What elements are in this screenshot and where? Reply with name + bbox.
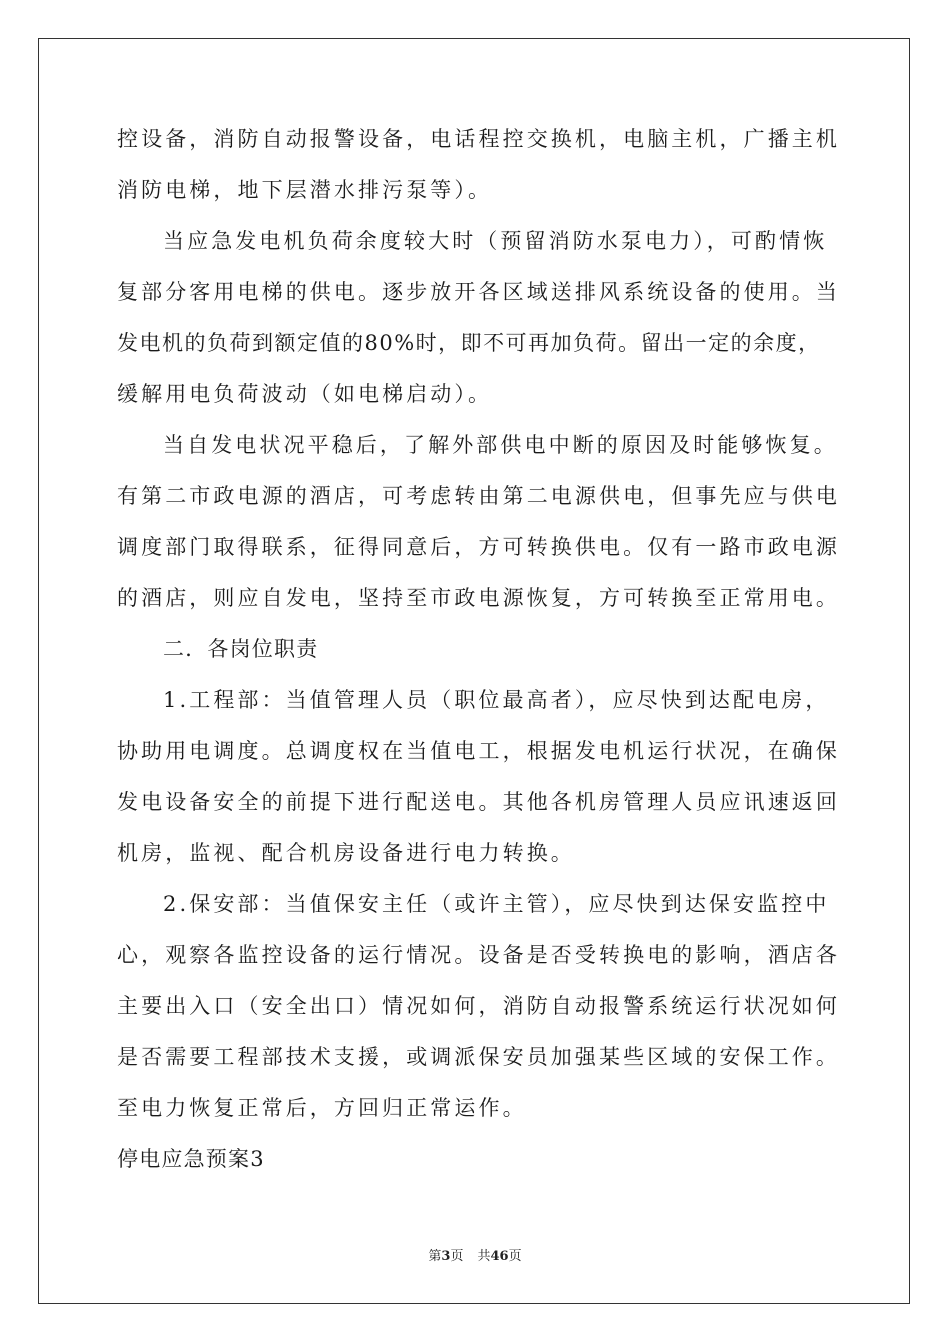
- paragraph-line: 2.保安部：当值保安主任（或许主管），应尽快到达保安监控中: [163, 892, 830, 916]
- paragraph-line: 是否需要工程部技术支援，或调派保安员加强某些区域的安保工作。: [117, 1045, 840, 1069]
- paragraph-line: 1.工程部：当值管理人员（职位最高者），应尽快到达配电房，: [163, 688, 830, 712]
- paragraph-line: 有第二市政电源的酒店，可考虑转由第二电源供电，但事先应与供电: [117, 484, 840, 508]
- paragraph-line: 主要出入口（安全出口）情况如何，消防自动报警系统运行状况如何: [117, 994, 840, 1018]
- total-prefix: 共: [477, 1249, 491, 1264]
- paragraph-line: 当自发电状况平稳后，了解外部供电中断的原因及时能够恢复。: [163, 433, 838, 457]
- section-heading: 二．各岗位职责: [163, 637, 319, 661]
- page-footer: [0, 1249, 950, 1265]
- paragraph-line: 心，观察各监控设备的运行情况。设备是否受转换电的影响，酒店各: [117, 943, 840, 967]
- paragraph-line: 发电设备安全的前提下进行配送电。其他各机房管理人员应讯速返回: [117, 790, 840, 814]
- paragraph-line: 复部分客用电梯的供电。逐步放开各区域送排风系统设备的使用。当: [117, 280, 840, 304]
- page-number: 3: [441, 1249, 451, 1264]
- paragraph-line: 的酒店，则应自发电，坚持至市政电源恢复，方可转换至正常用电。: [117, 586, 840, 610]
- paragraph-line: 至电力恢复正常后，方回归正常运作。: [117, 1096, 527, 1120]
- document-title: 停电应急预案3: [117, 1147, 265, 1171]
- paragraph-line: 调度部门取得联系，征得同意后，方可转换供电。仅有一路市政电源: [117, 535, 840, 559]
- page-prefix: 第: [428, 1249, 442, 1264]
- page-suffix: 页: [450, 1249, 464, 1264]
- paragraph-line: 控设备，消防自动报警设备，电话程控交换机，电脑主机，广播主机: [117, 127, 840, 151]
- paragraph-line: 协助用电调度。总调度权在当值电工，根据发电机运行状况，在确保: [117, 739, 840, 763]
- paragraph-line: 发电机的负荷到额定值的80%时，即不可再加负荷。留出一定的余度，: [117, 331, 821, 355]
- total-pages: 46: [490, 1249, 509, 1264]
- paragraph-line: 机房，监视、配合机房设备进行电力转换。: [117, 841, 575, 865]
- paragraph-line: 当应急发电机负荷余度较大时（预留消防水泵电力），可酌情恢: [163, 229, 828, 253]
- paragraph-line: 缓解用电负荷波动（如电梯启动）。: [117, 382, 493, 406]
- paragraph-line: 消防电梯，地下层潜水排污泵等）。: [117, 178, 493, 202]
- total-suffix: 页: [508, 1249, 522, 1264]
- document-body: [117, 127, 840, 1200]
